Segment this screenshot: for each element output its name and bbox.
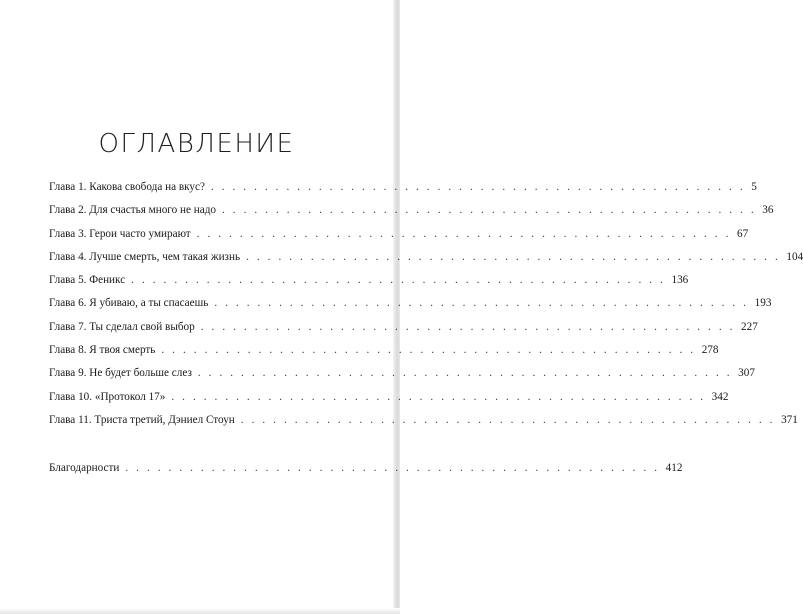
toc-page-number: 67 [736,227,749,240]
toc-page-number: 36 [762,204,774,217]
toc-entry-label: Глава 10. «Протокол 17» [49,390,166,403]
toc-entry-label: Глава 4. Лучше смерть, чем такая жизнь [49,250,241,263]
table-of-contents [49,176,803,481]
toc-entry-chapter-6[interactable] [49,292,772,315]
toc-entry-label: Глава 9. Не будет больше слез [49,367,192,380]
toc-page-number: 278 [701,344,719,357]
toc-entry-chapter-10[interactable] [49,386,729,409]
toc-entry-chapter-3[interactable] [49,223,749,246]
toc-entry-label: Глава 7. Ты сделал свой выбор [49,320,195,333]
toc-entry-chapter-8[interactable] [49,339,719,362]
toc-leader-dots: . . . . . . . . . . . . . . . . . . . . . . . . . . . . . . . . . . . . . . . . . . . . . . . . . . [197,367,733,380]
toc-entry-label: Глава 2. Для счастья много не надо [49,204,216,217]
toc-leader-dots: . . . . . . . . . . . . . . . . . . . . . . . . . . . . . . . . . . . . . . . . . . . . . . . . . . [200,320,736,333]
toc-leader-dots: . . . . . . . . . . . . . . . . . . . . . . . . . . . . . . . . . . . . . . . . . . . . . . . . . . [161,344,696,357]
toc-entry-acknowledgements[interactable] [49,457,683,480]
toc-leader-dots: . . . . . . . . . . . . . . . . . . . . . . . . . . . . . . . . . . . . . . . . . . . . . . . . . . [125,462,660,475]
toc-entry-label: Глава 6. Я убиваю, а ты спасаешь [49,297,209,310]
toc-leader-dots: . . . . . . . . . . . . . . . . . . . . . . . . . . . . . . . . . . . . . . . . . . . . . . . . . . [246,250,781,263]
toc-leader-dots: . . . . . . . . . . . . . . . . . . . . . . . . . . . . . . . . . . . . . . . . . . . . . . . . . . [240,413,776,426]
toc-entry-chapter-7[interactable] [49,316,758,339]
toc-leader-dots: . . . . . . . . . . . . . . . . . . . . . . . . . . . . . . . . . . . . . . . . . . . . . . . . . . [171,390,706,403]
toc-page-number: 307 [738,367,755,380]
toc-entry-label: Глава 8. Я твоя смерть [49,344,156,357]
toc-entry-label: Глава 3. Герои часто умирают [49,227,191,240]
toc-page-number: 104 [786,250,803,263]
toc-page-number: 5 [751,181,757,193]
toc-entry-chapter-11[interactable] [49,409,798,432]
toc-entry-chapter-2[interactable] [49,199,774,222]
toc-leader-dots: . . . . . . . . . . . . . . . . . . . . . . . . . . . . . . . . . . . . . . . . . . . . . . . . . . [222,204,757,217]
toc-page-number: 193 [754,297,772,310]
toc-page-number: 136 [671,274,689,287]
toc-entry-label: Глава 5. Феникс [49,274,126,287]
toc-leader-dots: . . . . . . . . . . . . . . . . . . . . . . . . . . . . . . . . . . . . . . . . . . . . . . . . . . [210,181,746,193]
toc-leader-dots: . . . . . . . . . . . . . . . . . . . . . . . . . . . . . . . . . . . . . . . . . . . . . . . . . . [131,274,666,287]
toc-entry-chapter-1[interactable] [49,176,757,199]
toc-page-number: 412 [665,462,683,475]
toc-entry-label: Благодарности [49,462,120,475]
toc-entry-chapter-5[interactable] [49,269,689,292]
page-title: ОГЛАВЛЕНИЕ [98,129,295,160]
toc-page-number: 227 [741,320,758,333]
page-bottom-shadow [0,608,400,614]
toc-entry-chapter-4[interactable] [49,246,803,269]
toc-leader-dots: . . . . . . . . . . . . . . . . . . . . . . . . . . . . . . . . . . . . . . . . . . . . . . . . . . [214,297,749,310]
toc-entry-chapter-9[interactable] [49,362,755,385]
toc-leader-dots: . . . . . . . . . . . . . . . . . . . . . . . . . . . . . . . . . . . . . . . . . . . . . . . . . . [196,227,731,240]
toc-entry-label: Глава 11. Триста третий, Дэниел Стоун [49,413,235,426]
toc-page-number: 342 [711,390,729,403]
toc-entry-label: Глава 1. Какова свобода на вкус? [49,181,205,193]
toc-page-number: 371 [781,413,798,426]
